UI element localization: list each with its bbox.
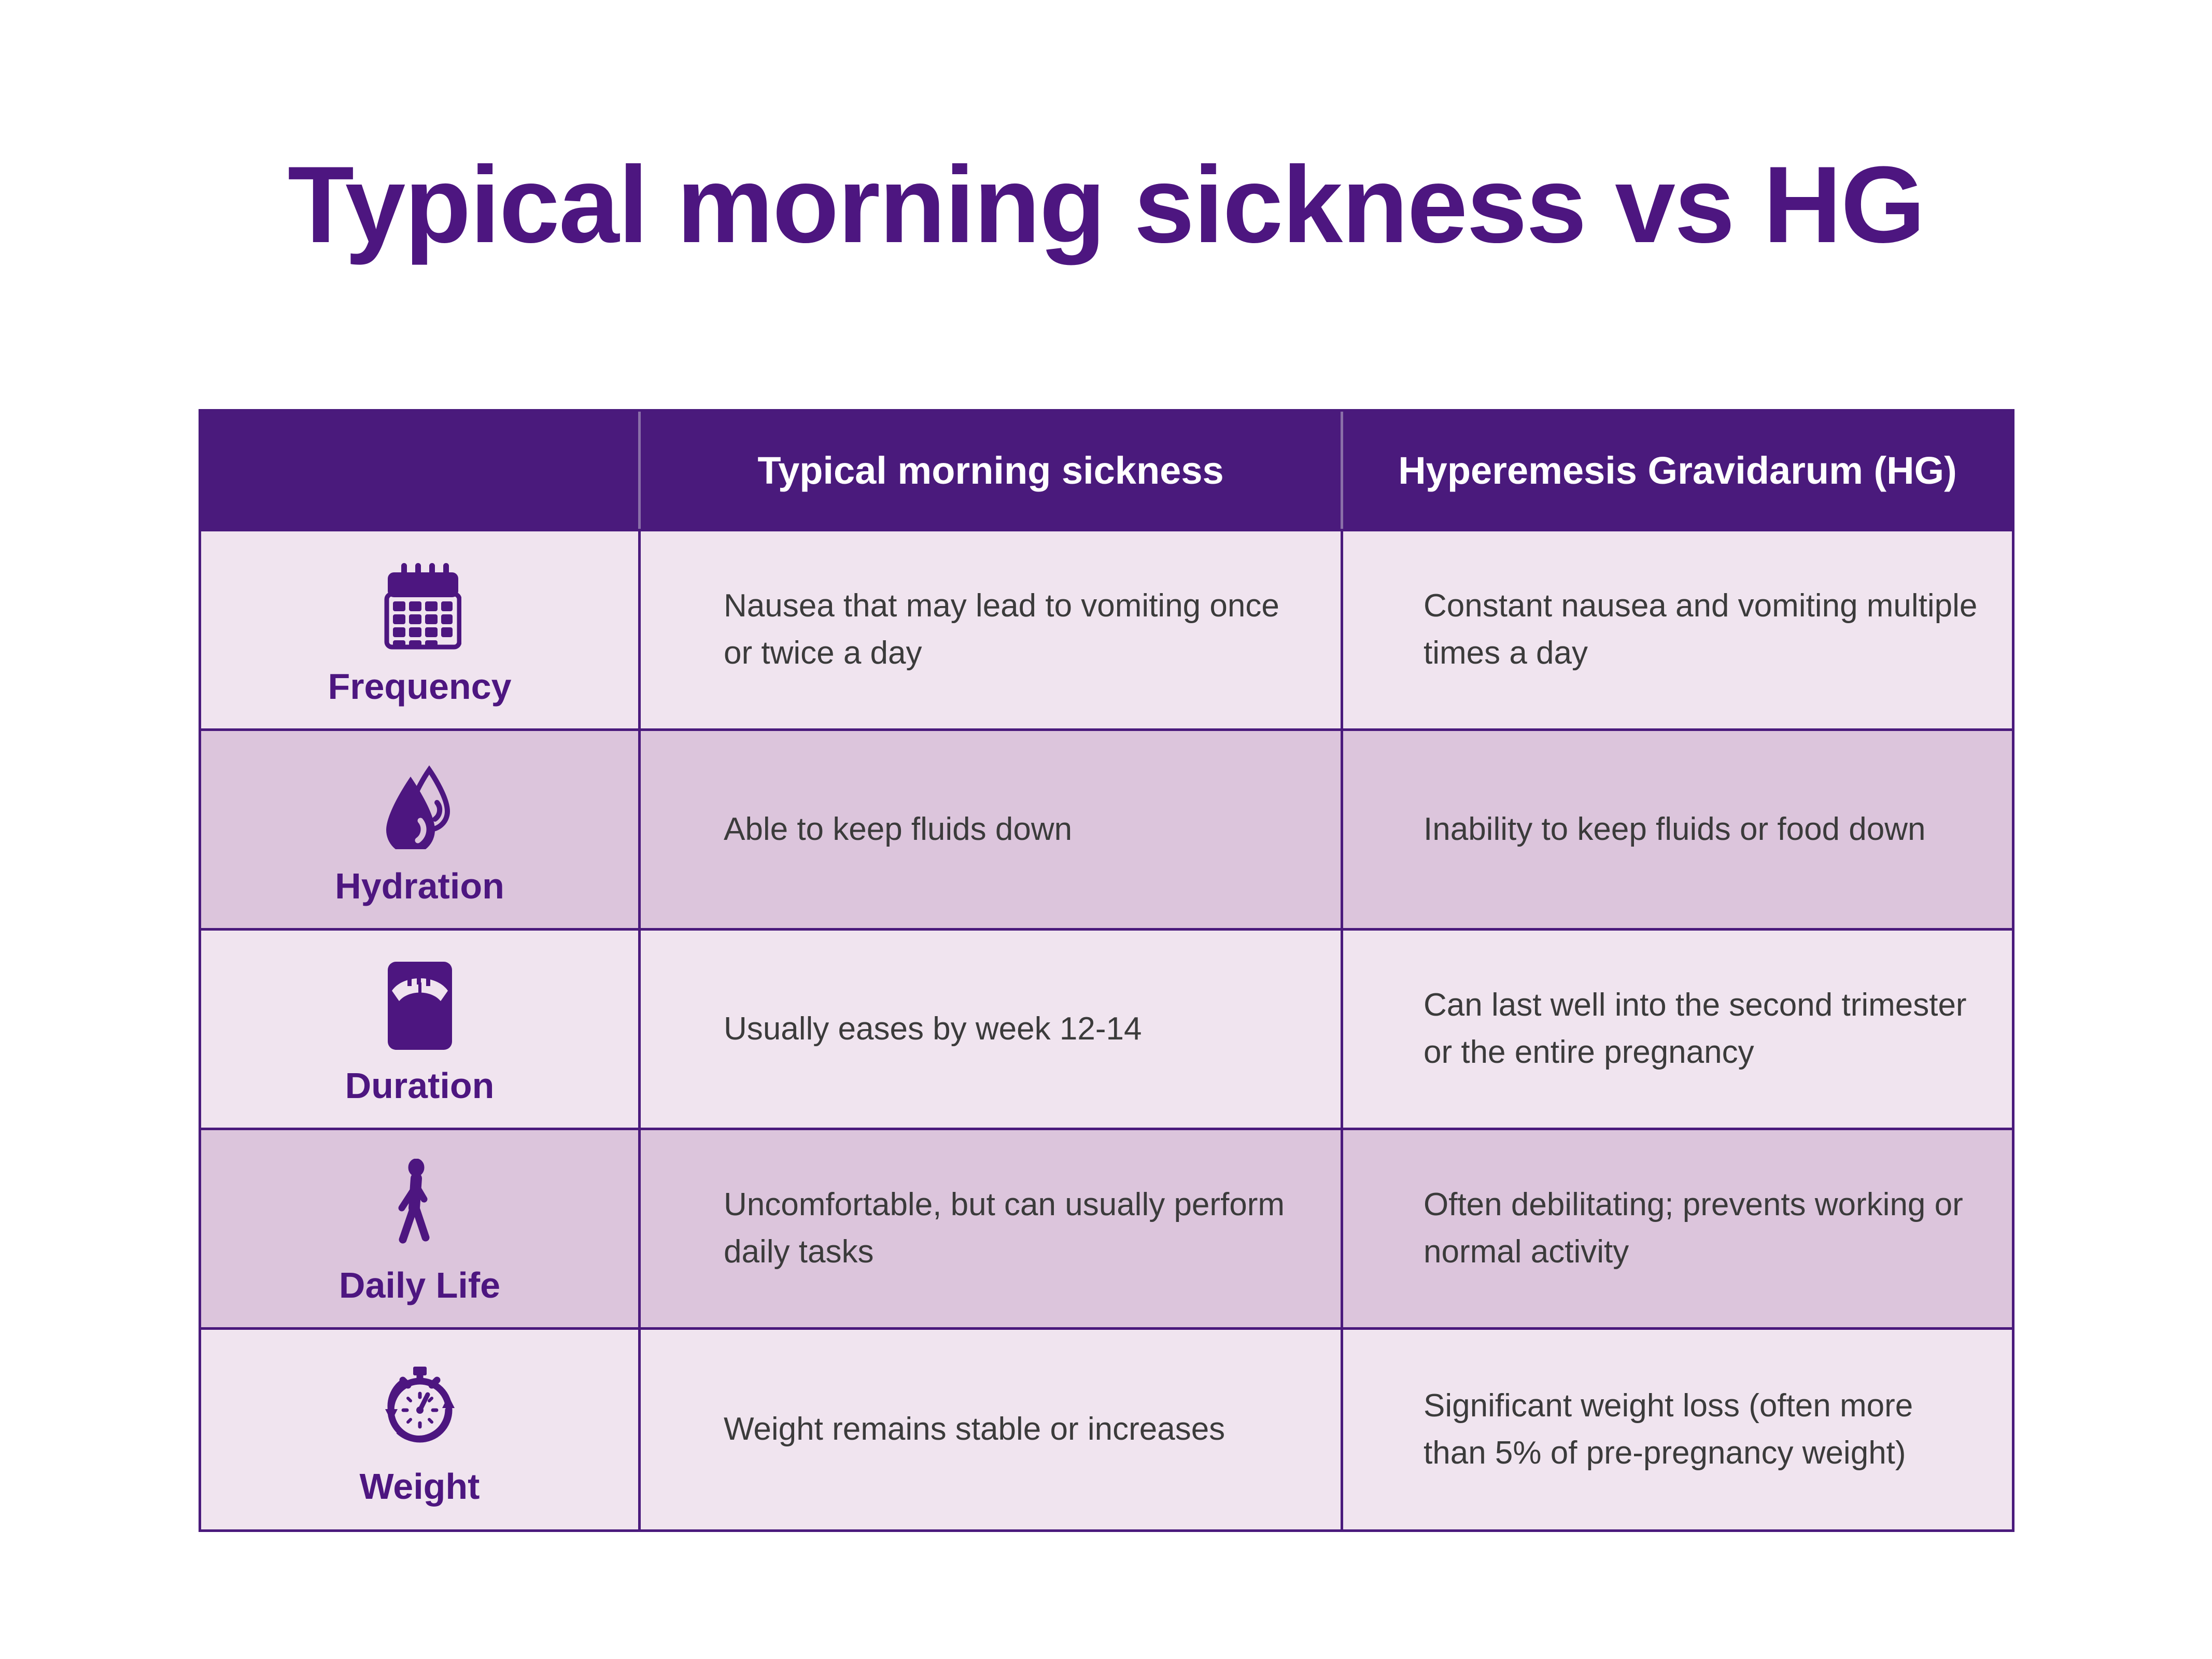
row-label-text: Daily Life [339, 1265, 501, 1305]
row-typical-text: Weight remains stable or increases [724, 1411, 1225, 1447]
row-label-cell [201, 931, 641, 1128]
table-header-row [201, 412, 2012, 531]
row-typical-text: Nausea that may lead to vomiting once or twice a day [724, 588, 1279, 671]
header-hg-label: Hyperemesis Gravidarum (HG) [1398, 448, 1957, 492]
page-title: Typical morning sickness vs HG [287, 144, 1925, 265]
row-typical-cell [641, 531, 1343, 728]
row-typical-text: Uncomfortable, but can usually perform daily tasks [724, 1187, 1285, 1270]
row-label-cell [201, 1330, 641, 1529]
row-hg-text: Constant nausea and vomiting multiple times a day [1424, 588, 1978, 671]
header-label-blank [201, 412, 638, 529]
calendar-icon [371, 557, 469, 656]
row-typical-cell [641, 1330, 1343, 1529]
water-drops-icon [371, 757, 469, 855]
row-label-text: Frequency [328, 666, 512, 707]
stopwatch-icon [371, 1357, 469, 1456]
row-label-text: Duration [345, 1065, 495, 1106]
row-hg-text: Inability to keep fluids or food down [1424, 811, 1926, 847]
row-typical-cell [641, 1130, 1343, 1327]
table-row [201, 731, 2012, 931]
row-hg-cell [1343, 531, 2012, 728]
row-label-cell [201, 531, 641, 728]
comparison-table [199, 409, 2014, 1532]
row-typical-cell [641, 731, 1343, 928]
row-label-cell [201, 1130, 641, 1327]
walking-person-icon [371, 1156, 469, 1255]
row-typical-cell [641, 931, 1343, 1128]
header-typical-label: Typical morning sickness [757, 448, 1224, 492]
table-row [201, 931, 2012, 1130]
row-hg-cell [1343, 731, 2012, 928]
header-cell-hg [1343, 412, 2012, 529]
row-hg-text: Can last well into the second trimester or the entire pregnancy [1424, 987, 1967, 1070]
row-hg-cell [1343, 931, 2012, 1128]
row-hg-text: Significant weight loss (often more than 5% of pre-pregnancy weight) [1424, 1387, 1913, 1471]
row-hg-cell [1343, 1130, 2012, 1327]
row-typical-text: Usually eases by week 12-14 [724, 1010, 1142, 1047]
row-typical-text: Able to keep fluids down [724, 811, 1073, 847]
row-label-text: Weight [359, 1466, 480, 1507]
bathroom-scale-icon [371, 957, 469, 1055]
row-label-cell [201, 731, 641, 928]
header-cell-typical [641, 412, 1343, 529]
table-row [201, 1330, 2012, 1529]
table-row [201, 1130, 2012, 1330]
row-hg-cell [1343, 1330, 2012, 1529]
table-row [201, 531, 2012, 731]
row-label-text: Hydration [335, 866, 504, 906]
row-hg-text: Often debilitating; prevents working or normal activity [1424, 1187, 1963, 1270]
header-cell-label-column [201, 412, 641, 529]
